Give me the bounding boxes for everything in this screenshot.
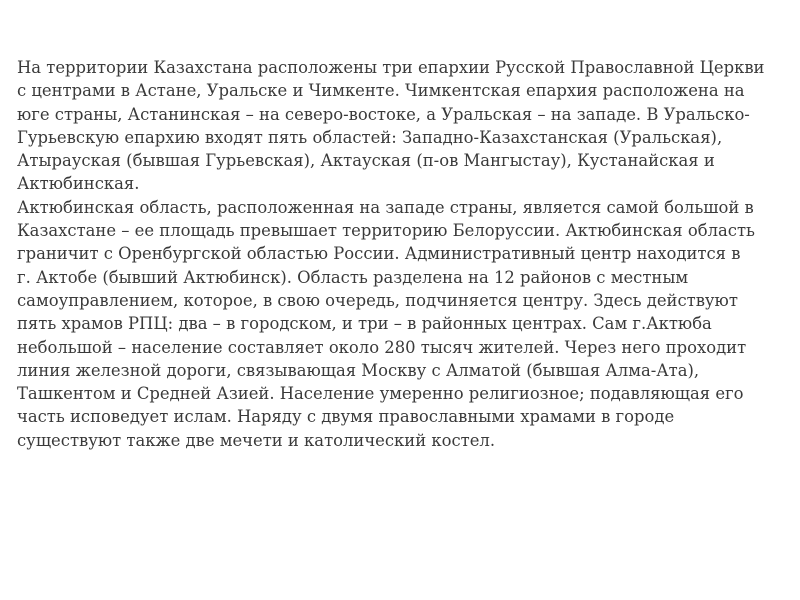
text-line: пять храмов РПЦ: два – в городском, и три – в районных центрах. Сам г.Актюба [17,314,712,334]
text-line: Атырауская (бывшая Гурьевская), Актауская (п-ов Мангыстау), Кустанайская и [17,151,715,171]
text-line: с центрами в Астане, Уральске и Чимкенте. Чимкентская епархия расположена на [17,81,745,101]
text-line: Актюбинская область, расположенная на западе страны, является самой большой в [17,197,754,217]
text-line: юге страны, Астанинская – на северо-востоке, а Уральская – на западе. В Уральско- [17,104,750,124]
text-block [17,56,792,452]
text-line: Казахстане – ее площадь превышает территорию Белоруссии. Актюбинская область [17,221,755,241]
text-line: На территории Казахстана расположены три епархии Русской Православной Церкви [17,58,765,77]
paragraph-1 [17,56,792,196]
text-line: Гурьевскую епархию входят пять областей: Западно-Казахстанская (Уральская), [17,127,723,147]
text-line: г. Актобе (бывший Актюбинск). Область разделена на 12 районов с местным [17,267,689,287]
text-line: самоуправлением, которое, в свою очередь, подчиняется центру. Здесь действуют [17,290,738,310]
text-line: граничит с Оренбургской областью России. Административный центр находится в [17,244,741,264]
paragraph-2 [17,196,792,452]
text-line: линия железной дороги, связывающая Москву с Алматой (бывшая Алма-Ата), [17,360,700,380]
text-line: существуют также две мечети и католический костел. [17,430,496,450]
text-line: Актюбинская. [17,174,140,194]
text-line: часть исповедует ислам. Наряду с двумя православными храмами в городе [17,407,675,427]
text-line: Ташкентом и Средней Азией. Население умеренно религиозное; подавляющая его [17,384,744,404]
text-line: небольшой – население составляет около 280 тысяч жителей. Через него проходит [17,337,747,357]
